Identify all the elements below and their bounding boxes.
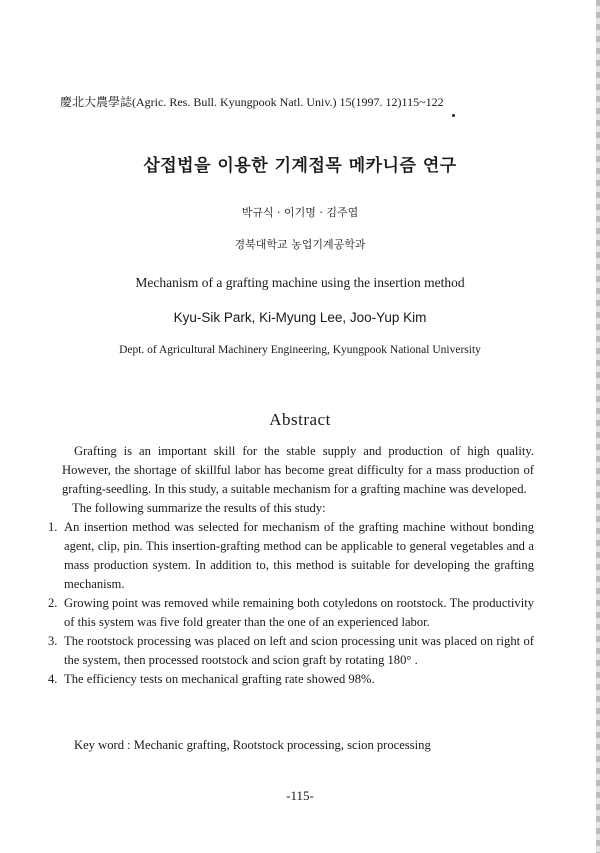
- list-item-number: 2.: [48, 596, 58, 610]
- paper-title-korean: 삽접법을 이용한 기계접목 메카니즘 연구: [143, 156, 457, 176]
- abstract-body: [48, 442, 534, 689]
- list-item: [48, 632, 534, 670]
- list-item: [48, 518, 534, 594]
- authors-english: Kyu-Sik Park, Ki-Myung Lee, Joo-Yup Kim: [173, 310, 427, 325]
- journal-citation: 慶北大農學誌(Agric. Res. Bull. Kyungpook Natl. Univ.) 15(1997. 12)115~122: [60, 95, 444, 109]
- list-item-text: The efficiency tests on mechanical grafting rate showed 98%.: [64, 672, 375, 686]
- results-list: [48, 518, 534, 689]
- authors-korean: 박규식 · 이기명 · 김주엽: [241, 206, 359, 219]
- list-item: [48, 594, 534, 632]
- scan-edge: [596, 0, 600, 853]
- list-item-text: The rootstock processing was placed on left and scion processing unit was placed on right of the system, then processed rootstock and scion graft by rotating 180° .: [64, 634, 534, 667]
- list-item-number: 1.: [48, 520, 58, 534]
- affiliation-english: Dept. of Agricultural Machinery Engineering, Kyungpook National University: [119, 344, 481, 356]
- list-item-number: 4.: [48, 672, 58, 686]
- list-item: [48, 670, 534, 689]
- paper-title-english: Mechanism of a grafting machine using the insertion method: [135, 275, 465, 290]
- affiliation-korean: 경북대학교 농업기계공학과: [234, 238, 366, 251]
- list-item-text: Growing point was removed while remaining both cotyledons on rootstock. The productivity of this system was five fold greater than the one of an experienced labor.: [64, 596, 534, 629]
- list-item-number: 3.: [48, 634, 58, 648]
- scan-speck: [452, 114, 455, 117]
- abstract-paragraph: Grafting is an important skill for the stable supply and production of high quality. However, the shortage of skillful labor has become great difficulty for a mass production of grafting-seedling. In this study, a suitable mechanism for a grafting machine was developed.: [62, 444, 534, 496]
- abstract-heading: Abstract: [269, 410, 331, 429]
- results-lead: The following summarize the results of this study:: [72, 501, 326, 515]
- list-item-text: An insertion method was selected for mechanism of the grafting machine without bonding agent, clip, pin. This insertion-grafting method can be applicable to general vegetables and a mass production system. In addition to, this method is suitable for developing the grafting mechanism.: [64, 520, 534, 591]
- keywords: Key word : Mechanic grafting, Rootstock processing, scion processing: [74, 738, 431, 752]
- page-number: -115-: [286, 788, 314, 803]
